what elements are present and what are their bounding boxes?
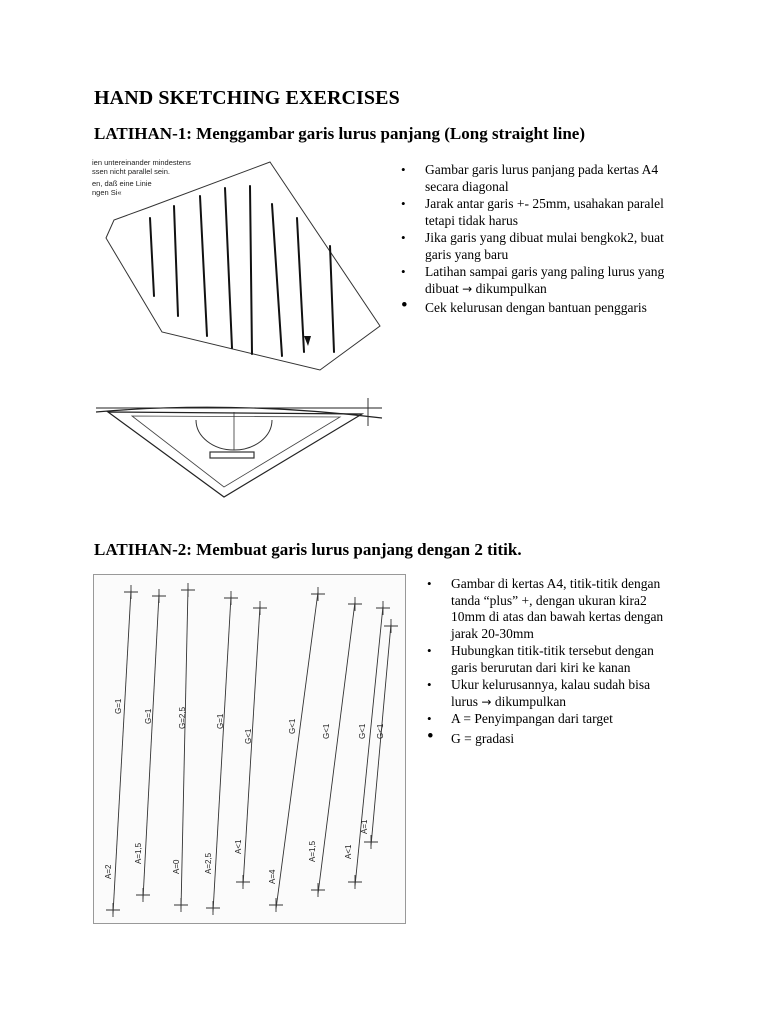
long-lines-sketch-figure xyxy=(92,156,387,378)
figure-text-line: ngen Si« xyxy=(92,188,122,197)
exercise-2-heading: LATIHAN-2: Membuat garis lurus panjang dengan 2 titik. xyxy=(94,540,522,559)
instruction-item: • Jika garis yang dibuat mulai bengkok2, buat garis yang baru xyxy=(398,230,688,263)
line-label: G<1 xyxy=(376,723,385,739)
line-label: A=0 xyxy=(172,859,181,874)
instruction-item xyxy=(398,264,688,297)
sketched-line xyxy=(330,246,334,352)
sketched-line xyxy=(200,196,207,336)
two-point-lines-figure xyxy=(93,574,406,924)
sketched-lines xyxy=(150,186,334,356)
paper-frame xyxy=(94,575,406,924)
line-label: A=1 xyxy=(360,819,369,834)
sketched-line xyxy=(150,218,154,296)
instruction-text: Latihan sampai garis yang paling lurus yang dibuat xyxy=(425,264,665,296)
set-square xyxy=(108,412,362,497)
instruction-item: • A = Penyimpangan dari target xyxy=(424,711,674,728)
line-label: G<1 xyxy=(322,723,331,739)
sketched-line xyxy=(250,186,252,354)
arrow-right-icon: → xyxy=(481,694,492,709)
sketched-line xyxy=(174,206,178,316)
arrow-right-icon: → xyxy=(462,281,473,296)
line-label: G=1 xyxy=(144,708,153,724)
line-label: A=4 xyxy=(268,869,277,884)
sketched-line xyxy=(225,188,232,348)
line-label: G=1 xyxy=(216,713,225,729)
instruction-text: dikumpulkan xyxy=(472,280,547,296)
figure-text-line: en, daß eine Linie xyxy=(92,179,152,188)
line-label: G=2,5 xyxy=(178,706,187,729)
ruler-check-figure xyxy=(92,382,387,502)
instruction-item: • Cek kelurusan dengan bantuan penggaris xyxy=(398,300,688,317)
instruction-item: • Jarak antar garis +- 25mm, usahakan paralel tetapi tidak harus xyxy=(398,196,688,229)
line-label: G=1 xyxy=(114,698,123,714)
line-label: A=2 xyxy=(104,864,113,879)
exercise-1-instructions xyxy=(398,162,688,318)
instruction-item: • G = gradasi xyxy=(424,731,674,748)
instruction-text: Ukur kelurusannya, kalau sudah bisa lurus xyxy=(451,677,651,709)
line-label: A=2,5 xyxy=(204,852,213,874)
instruction-item: • Hubungkan titik-titik tersebut dengan garis berurutan dari kiri ke kanan xyxy=(424,643,674,676)
line-label: A<1 xyxy=(344,844,353,859)
line-label: A=1,5 xyxy=(308,840,317,862)
sketched-line xyxy=(297,218,304,352)
sketched-line xyxy=(272,204,282,356)
figure-caption-text xyxy=(92,158,191,197)
line-label: G<1 xyxy=(244,728,253,744)
paper-sheet-outline xyxy=(106,162,380,370)
page-title: HAND SKETCHING EXERCISES xyxy=(94,87,400,109)
instruction-item: • Gambar garis lurus panjang pada kertas A4 secara diagonal xyxy=(398,162,688,195)
line-label: A=1,5 xyxy=(134,842,143,864)
exercise-2-instructions xyxy=(424,576,674,748)
exercise-1-heading: LATIHAN-1: Menggambar garis lurus panjang (Long straight line) xyxy=(94,124,585,143)
line-label: G<1 xyxy=(358,723,367,739)
line-label: A<1 xyxy=(234,839,243,854)
instruction-text: dikumpulkan xyxy=(491,693,567,709)
instruction-item xyxy=(424,677,674,710)
handle-slot xyxy=(210,452,254,458)
figure-text-line: ssen nicht parallel sein. xyxy=(92,167,170,176)
arrow-head xyxy=(304,336,311,346)
instruction-item: • Gambar di kertas A4, titik-titik dengan tanda “plus” +, dengan ukuran kira2 10mm di atas dan bawah kertas dengan jarak 20-30mm xyxy=(424,576,674,642)
figure-text-line: ien untereinander mindestens xyxy=(92,158,191,167)
line-label: G<1 xyxy=(288,718,297,734)
